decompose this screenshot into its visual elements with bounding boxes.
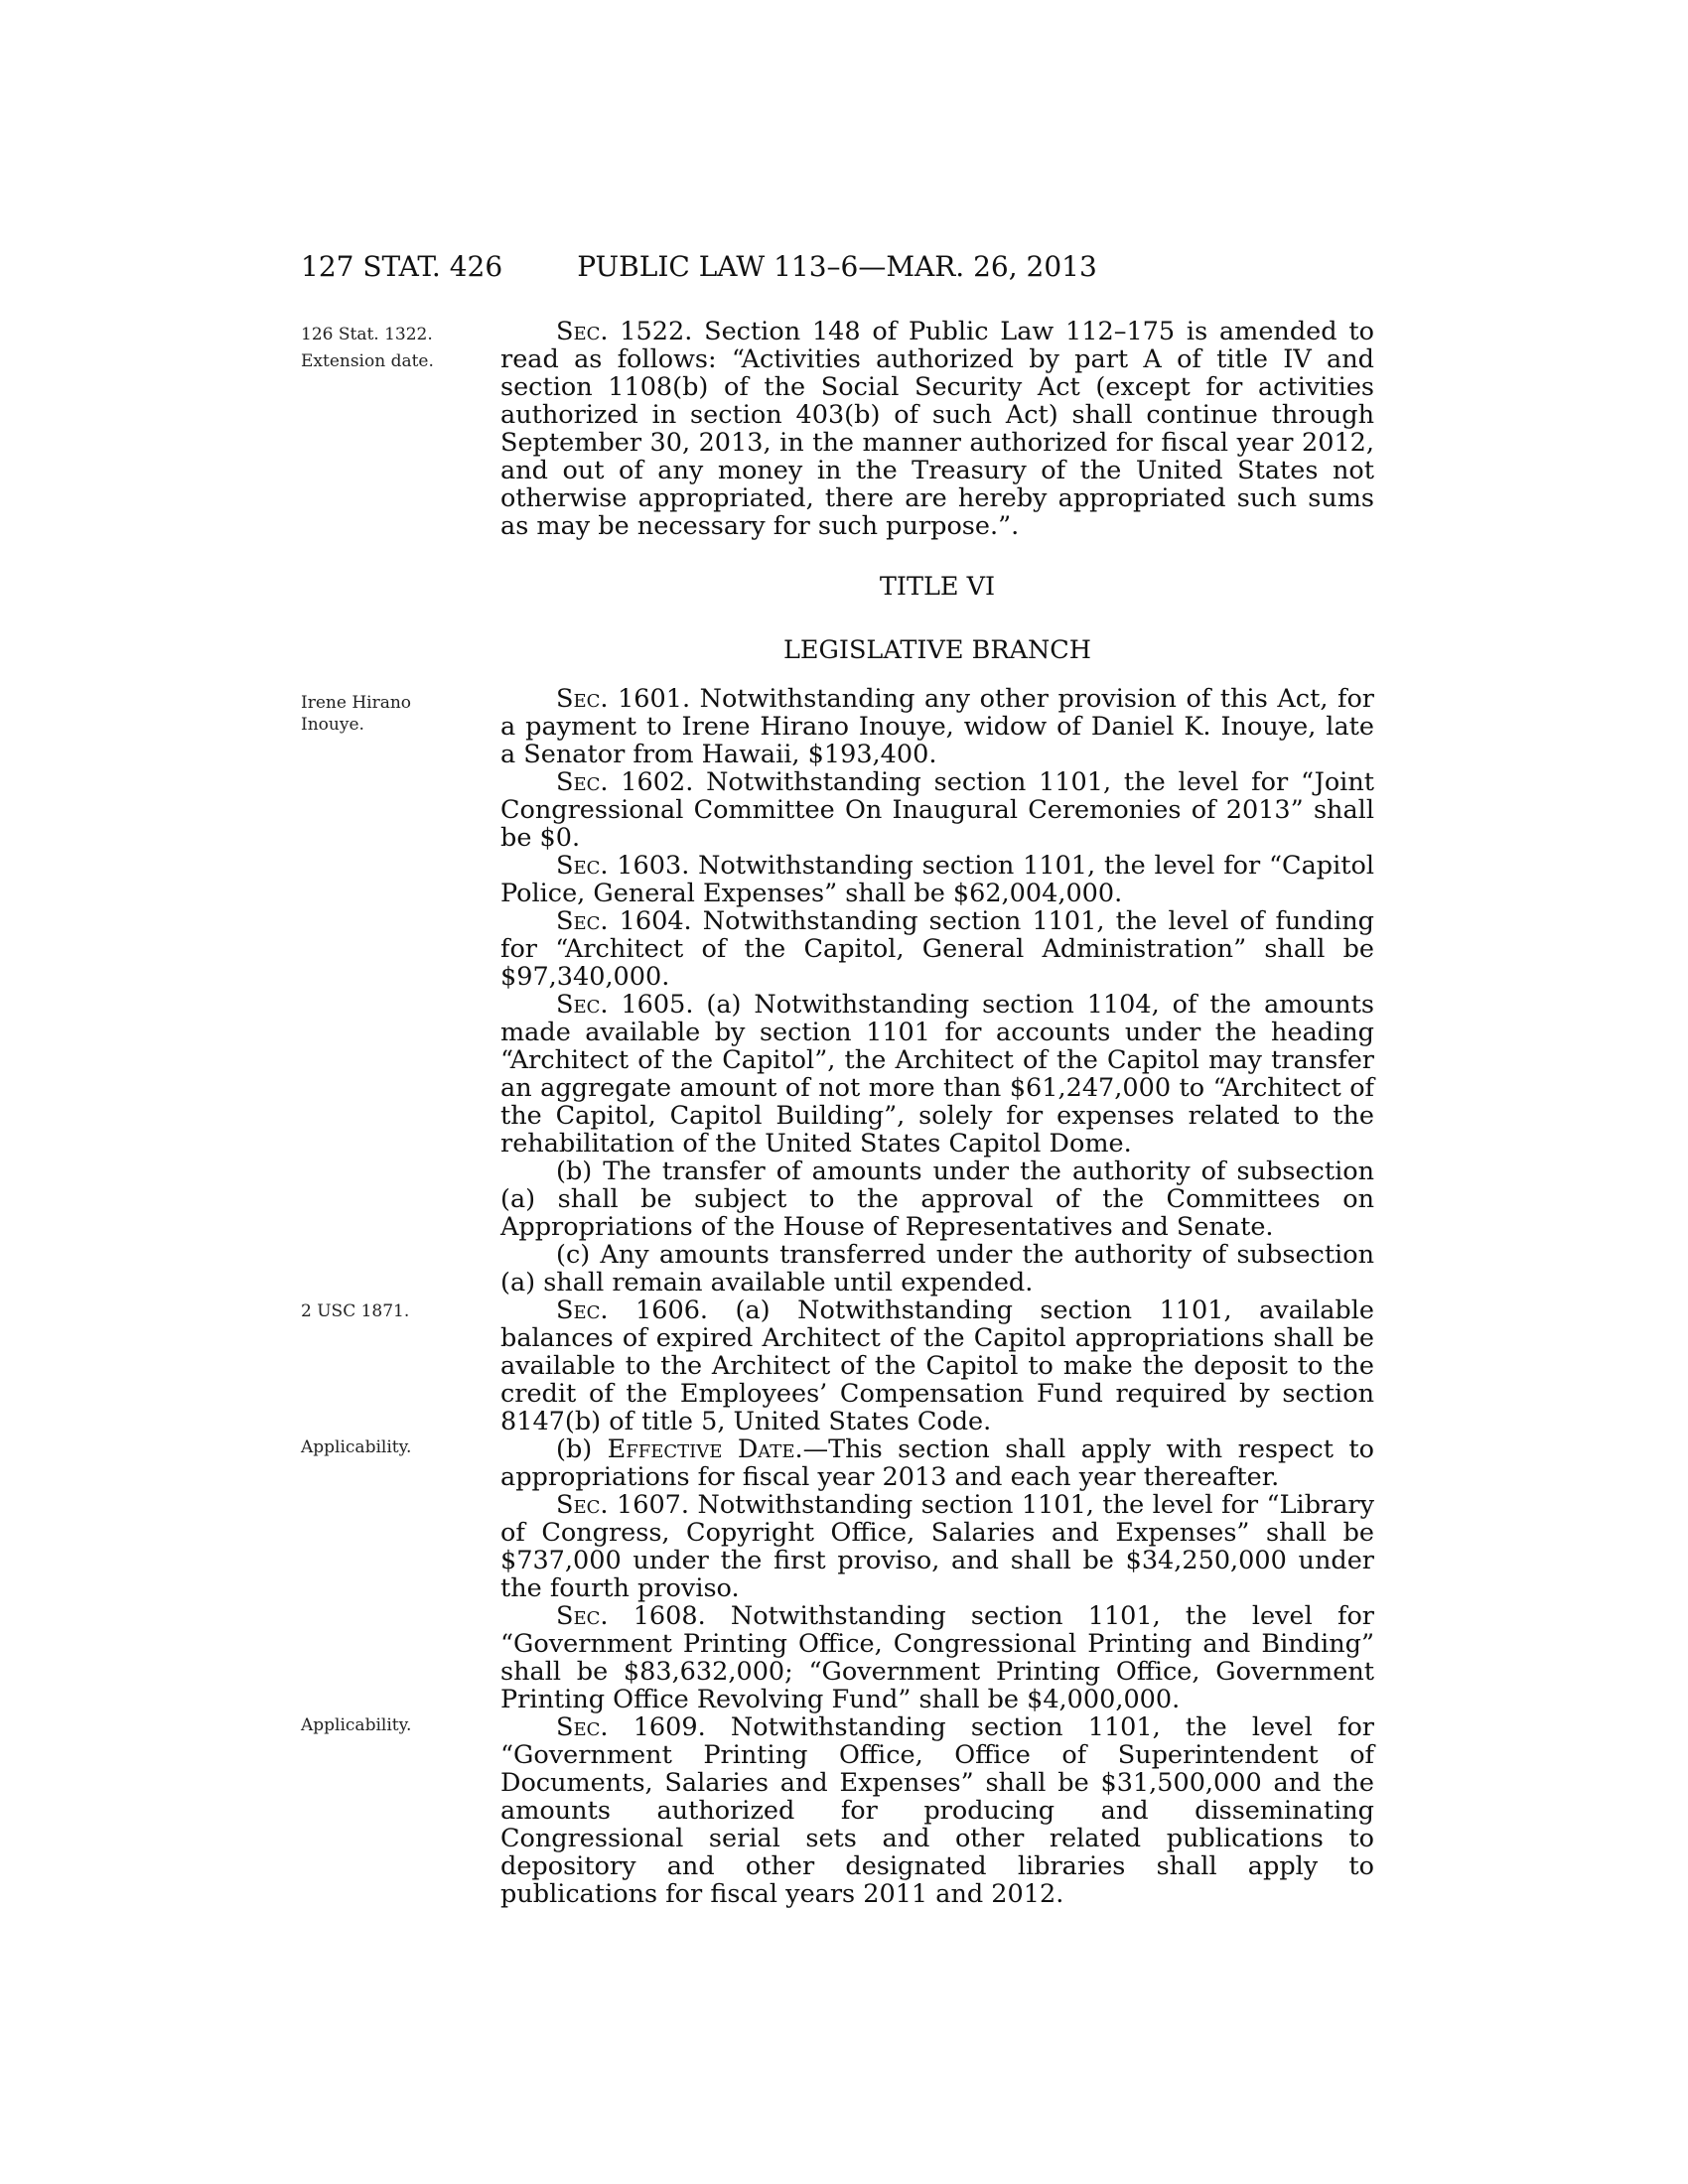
paragraph — [500, 318, 1374, 540]
sec-label: Sec. — [556, 684, 609, 714]
paragraph-text: 1605. (a) Notwithstanding section 1104, of the amounts made available by section 1101 for accounts under the heading “Architect of the Capitol”, the Architect of the Capitol may transfer an aggregate amount of not more than $61,247,000 to “Architect of the Capitol, Capitol Building”, solely for expenses related to the rehabilitation of the United States Capitol Dome. — [500, 990, 1374, 1159]
margin-note-stat: 126 Stat. 1322. — [301, 325, 433, 344]
margin-note-extension-date: Extension date. — [301, 351, 434, 371]
section-1601 — [500, 685, 1374, 768]
section-1603 — [500, 852, 1374, 907]
paragraph-text: 1607. Notwithstanding section 1101, the level for “Library of Congress, Copyright Office, Salaries and Expenses” shall be $737,000 under the first proviso, and shall be $34,250,000 under the fourth proviso. — [500, 1490, 1374, 1603]
paragraph-text: 1601. Notwithstanding any other provision of this Act, for a payment to Irene Hirano Inouye, widow of Daniel K. Inouye, late a Senator from Hawaii, $193,400. — [500, 684, 1374, 769]
section-1605-b: (b) The transfer of amounts under the authority of subsection (a) shall be subject to the approval of the Committees on Appropriations of the House of Representatives and Senate. — [500, 1157, 1374, 1242]
section-1602 — [500, 768, 1374, 852]
sec-label: Sec. — [556, 1601, 609, 1631]
margin-note-usc: 2 USC 1871. — [301, 1301, 410, 1321]
paragraph-text: .—This section shall apply with respect to appropriations for fiscal year 2013 and each year thereafter. — [500, 1434, 1374, 1492]
sec-label: Sec. — [556, 990, 609, 1020]
sec-label: Sec. — [556, 906, 609, 936]
margin-note-line: Irene Hirano — [301, 693, 412, 713]
margin-note-irene-hirano — [301, 692, 411, 736]
section-1607 — [500, 1491, 1374, 1602]
page-reference: 127 STAT. 426 — [301, 250, 503, 283]
subsection-marker: (b) — [556, 1434, 608, 1464]
section-1605-a — [500, 991, 1374, 1158]
margin-note-line: Inouye. — [301, 715, 364, 735]
section-1606-b — [500, 1435, 1374, 1491]
page-header — [301, 250, 1373, 290]
branch-heading: LEGISLATIVE BRANCH — [782, 635, 1092, 665]
law-title: PUBLIC LAW 113–6—MAR. 26, 2013 — [577, 250, 1097, 283]
sec-label: Sec. — [556, 1712, 609, 1742]
section-1609 — [500, 1713, 1374, 1908]
paragraph-text: 1609. Notwithstanding section 1101, the level for “Government Printing Office, Office of Superintendent of Documents, Salaries and Expenses” shall be $31,500,000 and the amounts authorized for producing and disseminating Congressional serial sets and other related publications to depository and other designated libraries shall apply to publications for fiscal years 2011 and 2012. — [500, 1712, 1374, 1909]
sec-label: Sec. — [556, 317, 609, 346]
section-1606-a — [500, 1297, 1374, 1435]
sec-label: Sec. — [556, 1296, 609, 1325]
section-1608 — [500, 1602, 1374, 1713]
paragraph-text: 1602. Notwithstanding section 1101, the level for “Joint Congressional Committee On Inaugural Ceremonies of 2013” shall be $0. — [500, 767, 1374, 853]
section-1522 — [500, 318, 1374, 540]
paragraph-text: 1606. (a) Notwithstanding section 1101, available balances of expired Architect of the Capitol appropriations shall be available to the Architect of the Capitol to make the deposit to the credit of the Employees’ Compensation Fund required by section 8147(b) of title 5, United States Code. — [500, 1296, 1374, 1436]
title-heading: TITLE VI — [879, 572, 996, 602]
sec-label: Sec. — [556, 767, 609, 797]
margin-note-applicability: Applicability. — [301, 1715, 412, 1735]
sec-label: Sec. — [556, 1490, 609, 1520]
title-vi-body — [500, 685, 1374, 1908]
paragraph-text: 1604. Notwithstanding section 1101, the level of funding for “Architect of the Capitol, General Administration” shall be $97,340,000. — [500, 906, 1374, 992]
paragraph-text: 1522. Section 148 of Public Law 112–175 is amended to read as follows: “Activities authorized by part A of title IV and section 1108(b) of the Social Security Act (except for activities authorized in section 403(b) of such Act) shall continue through September 30, 2013, in the manner authorized for fiscal year 2012, and out of any money in the Treasury of the United States not otherwise appropriated, there are hereby appropriated such sums as may be necessary for such purpose.”. — [500, 317, 1374, 541]
effective-date-heading: Effective Date — [607, 1434, 795, 1464]
section-1604 — [500, 907, 1374, 991]
section-1605-c: (c) Any amounts transferred under the authority of subsection (a) shall remain available until expended. — [500, 1240, 1374, 1297]
paragraph-text: 1603. Notwithstanding section 1101, the level for “Capitol Police, General Expenses” shall be $62,004,000. — [500, 851, 1374, 908]
sec-label: Sec. — [556, 851, 609, 881]
paragraph-text: 1608. Notwithstanding section 1101, the level for “Government Printing Office, Congressional Printing and Binding” shall be $83,632,000; “Government Printing Office, Government Printing Office Revolving Fund” shall be $4,000,000. — [500, 1601, 1374, 1714]
margin-note-applicability: Applicability. — [301, 1437, 412, 1457]
